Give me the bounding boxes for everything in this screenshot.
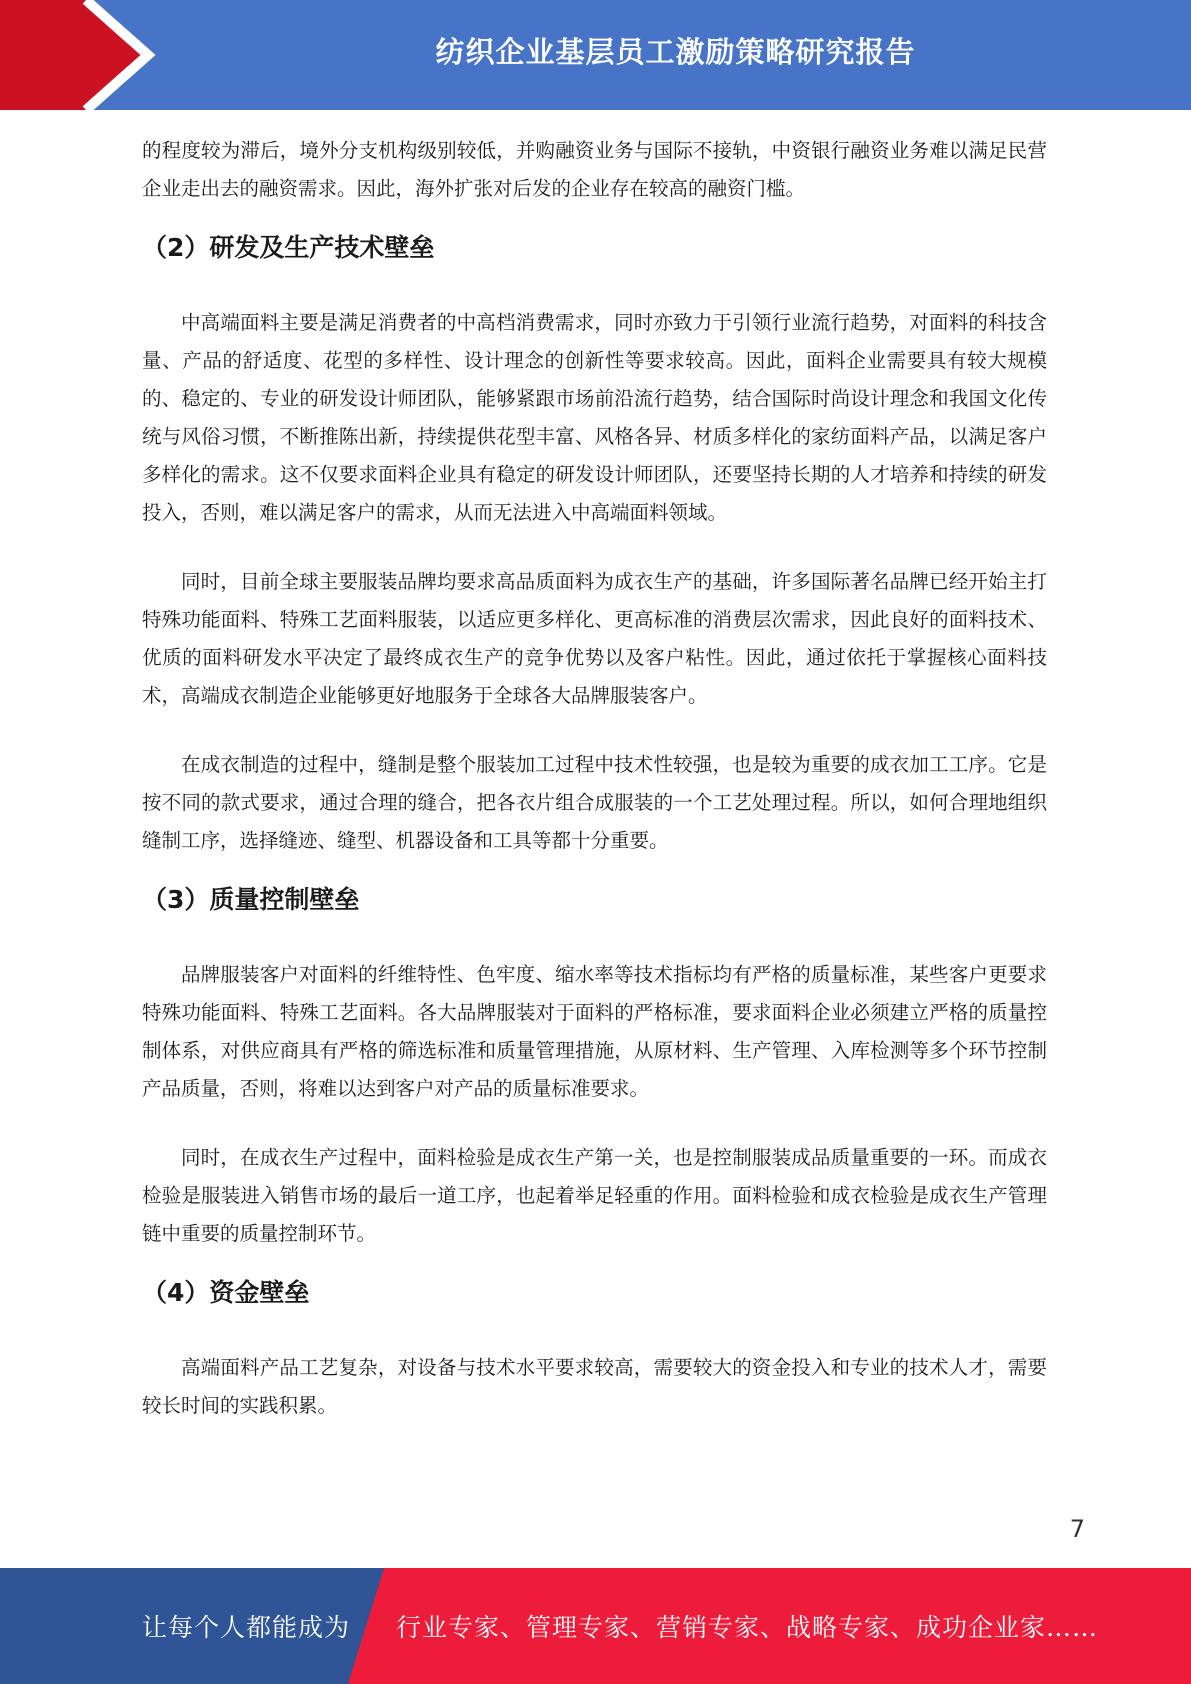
page-header <box>0 0 1191 110</box>
section-heading-rd: （2）研发及生产技术壁垒 <box>142 233 435 262</box>
paragraph: 中高端面料主要是满足消费者的中高档消费需求，同时亦致力于引领行业流行趋势，对面料的科技含量、产品的舒适度、花型的多样性、设计理念的创新性等要求较高。因此，面料企业需要具有较大规模的、稳定的、专业的研发设计师团队，能够紧跟市场前沿流行趋势，结合国际时尚设计理念和我国文化传统与风俗习惯，不断推陈出新，持续提供花型丰富、风格各异、材质多样化的家纺面料产品，以满足客户多样化的需求。这不仅要求面料企业具有稳定的研发设计师团队，还要坚持长期的人才培养和持续的研发投入，否则，难以满足客户的需求，从而无法进入中高端面料领域。 <box>142 311 1047 524</box>
footer-slogan-roles: 行业专家、管理专家、营销专家、战略专家、成功企业家…… <box>396 1613 1099 1642</box>
page-footer <box>0 1568 1191 1684</box>
page-number: 7 <box>1069 1515 1085 1543</box>
section-heading-capital: （4）资金壁垒 <box>142 1278 310 1307</box>
paragraph: 同时，在成衣生产过程中，面料检验是成衣生产第一关，也是控制服装成品质量重要的一环。而成衣检验是服装进入销售市场的最后一道工序，也起着举足轻重的作用。面料检验和成衣检验是成衣生产管理链中重要的质量控制环节。 <box>142 1146 1047 1245</box>
paragraph: 同时，目前全球主要服装品牌均要求高品质面料为成衣生产的基础，许多国际著名品牌已经开始主打特殊功能面料、特殊工艺面料服装，以适应更多样化、更高标准的消费层次需求，因此良好的面料技术、优质的面料研发水平决定了最终成衣生产的竞争优势以及客户粘性。因此，通过依托于掌握核心面料技术，高端成衣制造企业能够更好地服务于全球各大品牌服装客户。 <box>142 570 1047 707</box>
report-title: 纺织企业基层员工激励策略研究报告 <box>435 34 916 69</box>
paragraph: 品牌服装客户对面料的纤维特性、色牢度、缩水率等技术指标均有严格的质量标准，某些客户更要求特殊功能面料、特殊工艺面料。各大品牌服装对于面料的严格标准，要求面料企业必须建立严格的质量控制体系，对供应商具有严格的筛选标准和质量管理措施，从原材料、生产管理、入库检测等多个环节控制产品质量，否则，将难以达到客户对产品的质量标准要求。 <box>142 963 1047 1100</box>
paragraph: 在成衣制造的过程中，缝制是整个服装加工过程中技术性较强，也是较为重要的成衣加工工序。它是按不同的款式要求，通过合理的缝合，把各衣片组合成服装的一个工艺处理过程。所以，如何合理地组织缝制工序，选择缝迹、缝型、机器设备和工具等都十分重要。 <box>142 753 1047 852</box>
footer-slogan-lead: 让每个人都能成为 <box>142 1613 351 1642</box>
paragraph: 高端面料产品工艺复杂，对设备与技术水平要求较高，需要较大的资金投入和专业的技术人才，需要较长时间的实践积累。 <box>142 1356 1047 1417</box>
page-content <box>142 132 1047 1425</box>
intro-paragraph: 的程度较为滞后，境外分支机构级别较低，并购融资业务与国际不接轨，中资银行融资业务难以满足民营企业走出去的融资需求。因此，海外扩张对后发的企业存在较高的融资门槛。 <box>142 139 1047 200</box>
section-heading-quality: （3）质量控制壁垒 <box>142 885 360 914</box>
header-arrow-decoration <box>0 0 200 110</box>
